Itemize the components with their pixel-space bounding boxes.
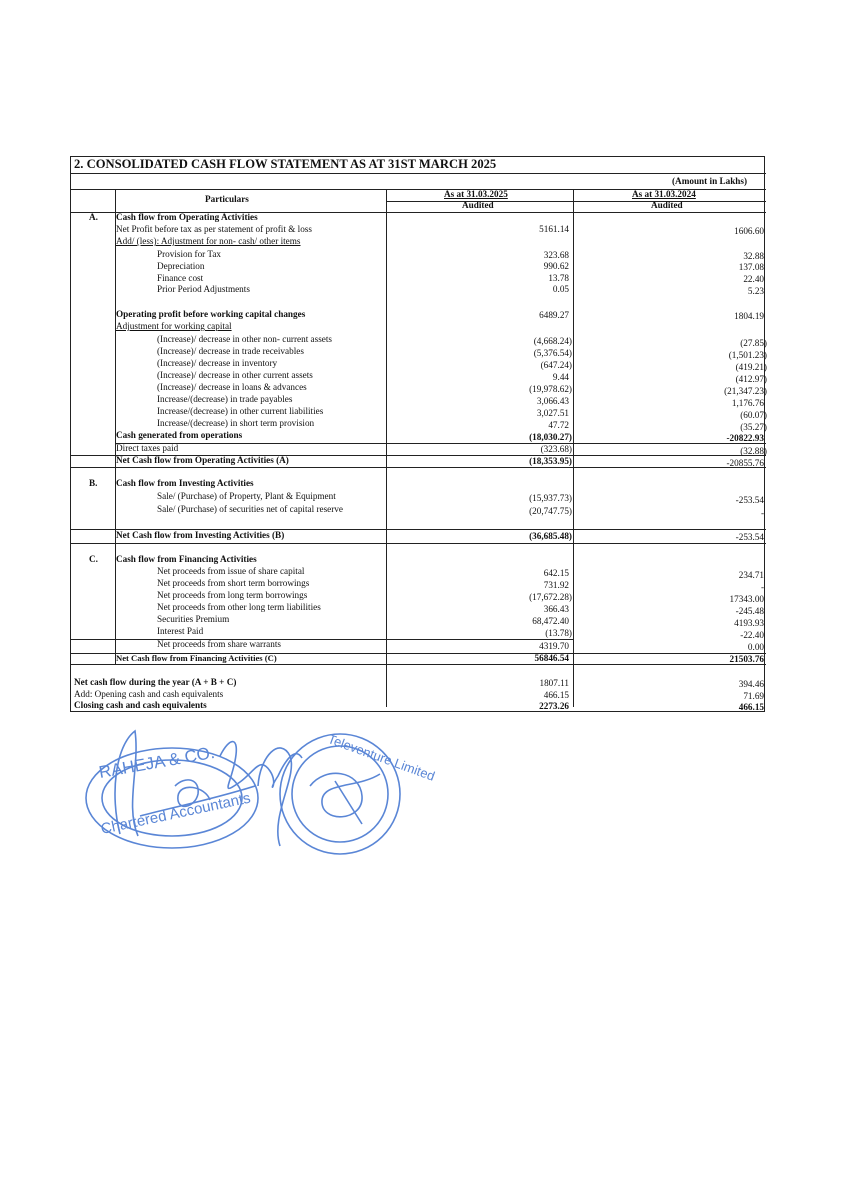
- cash-generated-v1: (18,030.27): [529, 432, 572, 442]
- invest-v2: -: [760, 508, 764, 518]
- net-c-v2: 21503.76: [729, 654, 764, 664]
- total-v1: 466.15: [543, 690, 569, 700]
- net-b-v1: (36,685.48): [529, 531, 572, 541]
- header-mid-line: [386, 201, 766, 202]
- net-c-bottom-line: [71, 664, 766, 665]
- wc-heading: Adjustment for working capital: [116, 321, 232, 331]
- finance-label: Net proceeds from short term borrowings: [157, 578, 310, 588]
- total-v2: 394.46: [738, 679, 764, 689]
- total-v2: 71.69: [743, 691, 764, 701]
- section-b-heading: Cash flow from Investing Activities: [116, 478, 254, 488]
- total-v1: 1807.11: [539, 678, 569, 688]
- svg-text:Chartered Accountants: Chartered Accountants: [99, 789, 253, 838]
- section-c-heading: Cash flow from Financing Activities: [116, 554, 257, 564]
- svg-text:Televenture Limited: Televenture Limited: [325, 731, 437, 784]
- section-b-letter: B.: [89, 478, 98, 488]
- finance-v2: 234.71: [738, 570, 764, 580]
- invest-label: Sale/ (Purchase) of Property, Plant & Equipment: [157, 491, 336, 501]
- finance-v2: 4193.93: [734, 618, 764, 628]
- wc-v1: (19,978.62): [529, 384, 572, 394]
- invest-v1: (15,937.73): [529, 493, 572, 503]
- cash-generated-label: Cash generated from operations: [116, 430, 243, 440]
- net-profit-label: Net Profit before tax as per statement of profit & loss: [116, 224, 312, 234]
- header-particulars: Particulars: [205, 194, 249, 204]
- adj-v2: 5.23: [747, 286, 764, 296]
- wc-v1: 47.72: [548, 420, 569, 430]
- adj-v1: 990.62: [543, 261, 569, 271]
- op-profit-v2: 1804.19: [734, 311, 764, 321]
- svg-text:RAHEJA & CO.: RAHEJA & CO.: [97, 742, 217, 782]
- net-b-v2: -253.54: [735, 532, 764, 542]
- wc-v1: 3,027.51: [536, 408, 569, 418]
- total-v1: 2273.26: [539, 701, 569, 711]
- direct-taxes-label: Direct taxes paid: [116, 443, 179, 453]
- page-title: 2. CONSOLIDATED CASH FLOW STATEMENT AS AT 31ST MARCH 2025: [74, 157, 497, 171]
- adj-label: Finance cost: [157, 273, 204, 283]
- header-col2: As at 31.03.2024: [632, 189, 696, 199]
- total-label: Add: Opening cash and cash equivalents: [74, 689, 224, 699]
- total-label: Net cash flow during the year (A + B + C): [74, 677, 237, 687]
- net-profit-v1: 5161.14: [539, 224, 569, 234]
- finance-label: Net proceeds from issue of share capital: [157, 566, 305, 576]
- finance-v1: 4319.70: [539, 641, 569, 651]
- finance-v1: 366.43: [543, 604, 569, 614]
- finance-label: Net proceeds from other long term liabilities: [157, 602, 321, 612]
- wc-v1: (4,668.24): [533, 336, 572, 346]
- header-col1-sub: Audited: [462, 200, 494, 210]
- finance-v1: 731.92: [543, 580, 569, 590]
- net-c-v1: 56846.54: [534, 653, 569, 663]
- wc-v2: (60.07): [740, 410, 767, 420]
- section-a-letter: A.: [89, 212, 98, 222]
- wc-v1: (647.24): [540, 360, 572, 370]
- adj-v1: 323.68: [543, 250, 569, 260]
- finance-label: Net proceeds from share warrants: [157, 639, 281, 649]
- adj-v2: 137.08: [738, 262, 764, 272]
- net-a-line: [71, 467, 766, 468]
- net-b-label: Net Cash flow from Investing Activities (B): [116, 530, 285, 540]
- wc-label: Increase/(decrease) in other current liabilities: [157, 406, 324, 416]
- net-profit-v2: 1606.60: [734, 226, 764, 236]
- wc-v2: (21,347.23): [724, 386, 767, 396]
- adj-label: Depreciation: [157, 261, 205, 271]
- wc-v1: 9.44: [552, 372, 569, 382]
- wc-v2: (35.27): [740, 422, 767, 432]
- adj-v1: 13.78: [548, 273, 569, 283]
- finance-v2: -245.48: [735, 606, 764, 616]
- wc-label: (Increase)/ decrease in loans & advances: [157, 382, 307, 392]
- wc-v2: (1,501.23): [728, 350, 767, 360]
- wc-label: (Increase)/ decrease in trade receivables: [157, 346, 304, 356]
- finance-label: Interest Paid: [157, 626, 204, 636]
- finance-v2: -22.40: [740, 630, 764, 640]
- wc-v2: (27.85): [740, 338, 767, 348]
- total-v2: 466.15: [738, 702, 764, 712]
- finance-v2: 0.00: [747, 642, 764, 652]
- adj-v2: 32.88: [743, 251, 764, 261]
- finance-v2: -: [760, 582, 764, 592]
- wc-v1: (5,376.54): [533, 348, 572, 358]
- op-profit-v1: 6489.27: [539, 310, 569, 320]
- adj-label: Provision for Tax: [157, 249, 222, 259]
- wc-v2: 1,176.76: [731, 398, 764, 408]
- title-underline: [71, 173, 766, 174]
- finance-v1: (17,672.28): [529, 592, 572, 602]
- adj-v2: 22.40: [743, 274, 764, 284]
- col-divider-particulars: [386, 190, 387, 707]
- net-a-label: Net Cash flow from Operating Activities (A): [116, 455, 289, 465]
- cash-generated-v2: -20822.93: [726, 433, 764, 443]
- net-c-label: Net Cash flow from Financing Activities (C): [116, 653, 277, 663]
- net-a-v2: -20855.76: [726, 458, 764, 468]
- invest-v1: (20,747.75): [529, 506, 572, 516]
- wc-label: Increase/(decrease) in trade payables: [157, 394, 293, 404]
- wc-v2: (419.21): [735, 362, 767, 372]
- total-label: Closing cash and cash equivalents: [74, 700, 207, 710]
- header-col2-sub: Audited: [651, 200, 683, 210]
- net-b-bottom-line: [71, 543, 766, 544]
- share-warrant-line: [71, 639, 573, 640]
- company-seal-signature: [250, 726, 437, 856]
- op-profit-label: Operating profit before working capital changes: [116, 309, 306, 319]
- net-a-v1: (18,353.95): [529, 456, 572, 466]
- section-a-heading: Cash flow from Operating Activities: [116, 212, 258, 222]
- finance-v1: 642.15: [543, 568, 569, 578]
- finance-v1: (13.78): [545, 628, 572, 638]
- adj-label: Prior Period Adjustments: [157, 284, 250, 294]
- col-divider-letter: [115, 190, 116, 664]
- invest-v2: -253.54: [735, 495, 764, 505]
- finance-label: Net proceeds from long term borrowings: [157, 590, 308, 600]
- cash-generated-line: [115, 443, 766, 444]
- unit-note: (Amount in Lakhs): [672, 176, 748, 186]
- wc-label: (Increase)/ decrease in other non- current assets: [157, 334, 332, 344]
- adj-v1: 0.05: [552, 284, 569, 294]
- finance-v2: 17343.00: [729, 594, 764, 604]
- invest-label: Sale/ (Purchase) of securities net of capital reserve: [157, 504, 343, 514]
- wc-v2: (412.97): [735, 374, 767, 384]
- col-divider-years: [573, 190, 574, 707]
- finance-v1: 68,472.40: [532, 616, 569, 626]
- wc-label: (Increase)/ decrease in inventory: [157, 358, 278, 368]
- header-col1: As at 31.03.2025: [444, 189, 508, 199]
- finance-label: Securities Premium: [157, 614, 230, 624]
- add-less-label: Add/ (less): Adjustment for non- cash/ other items: [116, 236, 301, 246]
- wc-label: (Increase)/ decrease in other current assets: [157, 370, 313, 380]
- wc-v1: 3,066.43: [536, 396, 569, 406]
- direct-taxes-v2: (32.88): [740, 446, 767, 456]
- direct-taxes-v1: (323.68): [540, 444, 572, 454]
- section-c-letter: C.: [89, 554, 98, 564]
- wc-label: Increase/(decrease) in short term provision: [157, 418, 315, 428]
